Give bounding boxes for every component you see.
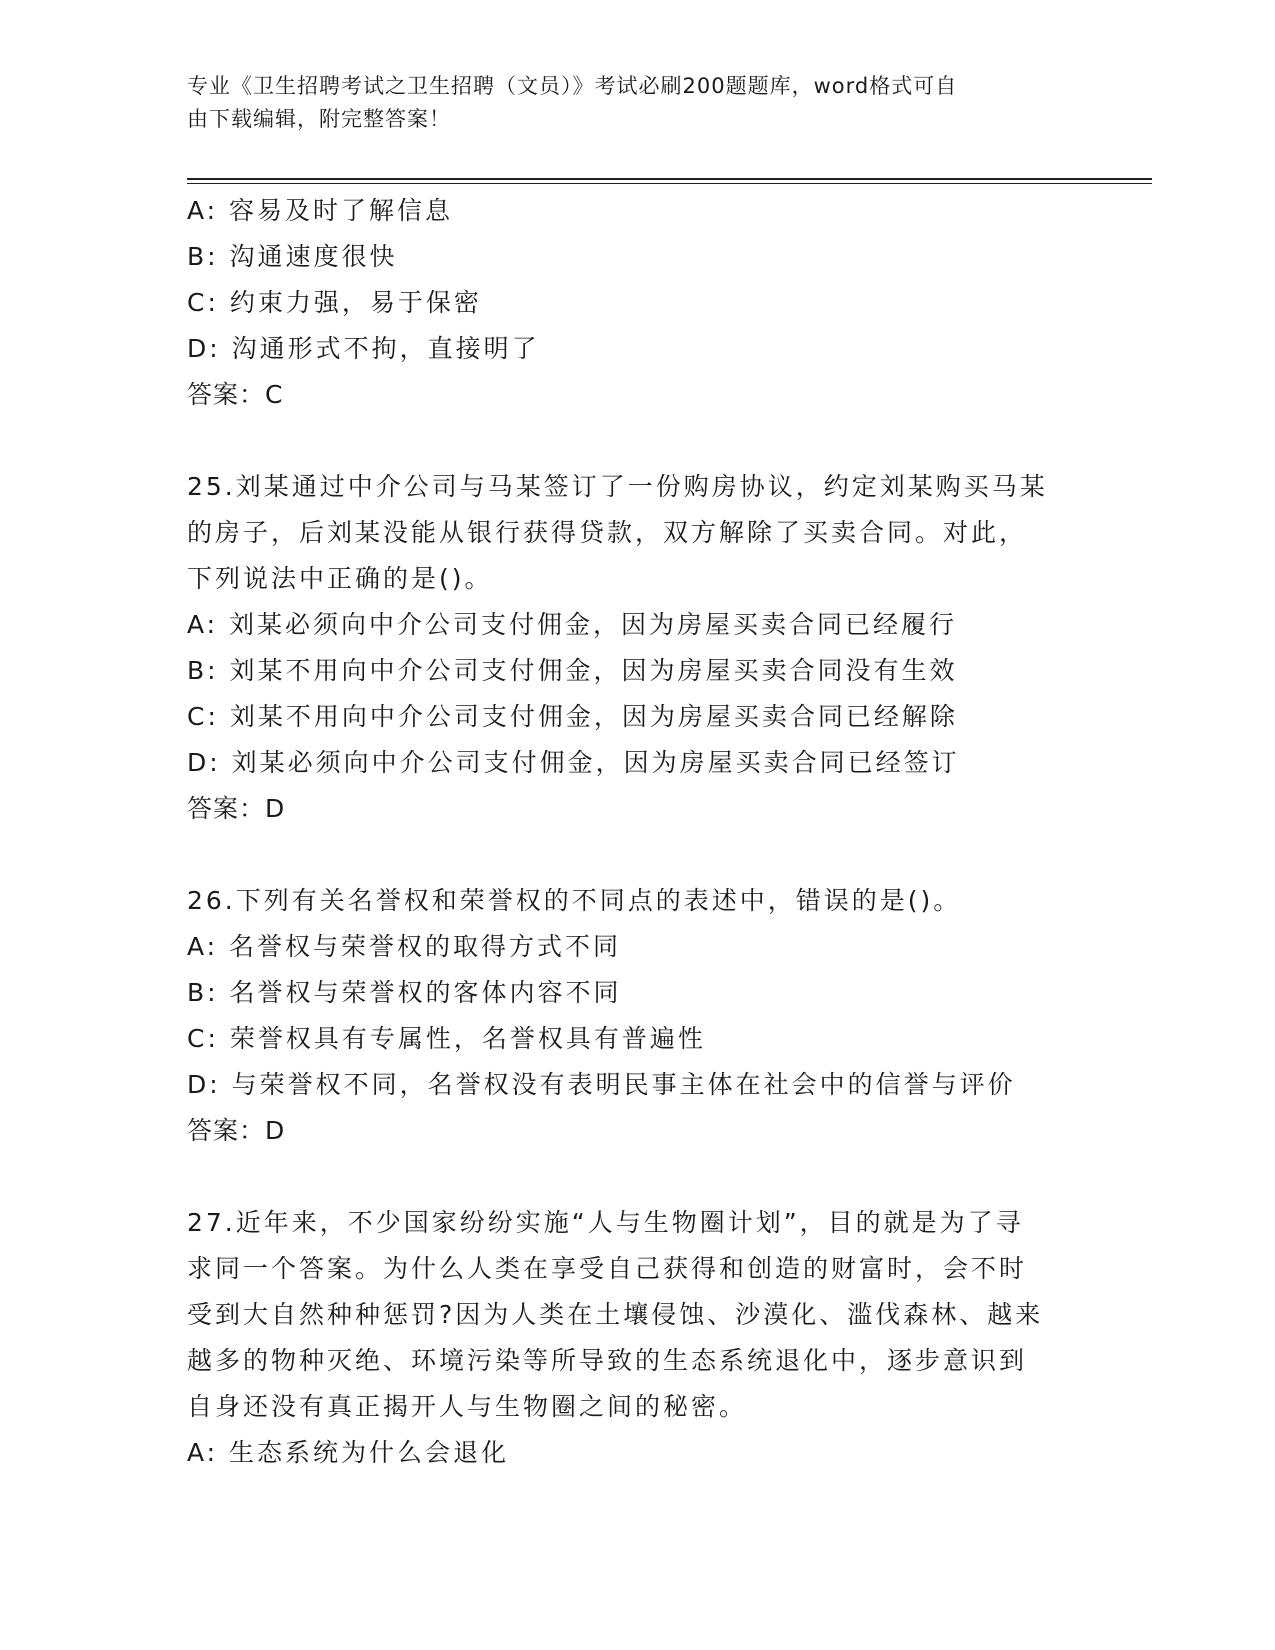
option-c: C: 刘某不用向中介公司支付佣金，因为房屋买卖合同已经解除 bbox=[187, 702, 958, 731]
question-27 bbox=[187, 1200, 1087, 1476]
question-stem-line: 受到大自然种种惩罚?因为人类在土壤侵蚀、沙漠化、滥伐森林、越来 bbox=[187, 1300, 1044, 1329]
option-a: A: 名誉权与荣誉权的取得方式不同 bbox=[187, 932, 622, 961]
question-stem-line: 下列说法中正确的是()。 bbox=[187, 564, 493, 593]
option-b: B: 名誉权与荣誉权的客体内容不同 bbox=[187, 978, 622, 1007]
spacer bbox=[187, 418, 1087, 464]
question-stem-line: 求同一个答案。为什么人类在享受自己获得和创造的财富时，会不时 bbox=[187, 1254, 1028, 1283]
header-divider-thin bbox=[187, 183, 1152, 184]
option-a: A: 生态系统为什么会退化 bbox=[187, 1438, 510, 1467]
option-a: A: 容易及时了解信息 bbox=[187, 196, 454, 225]
answer: 答案：D bbox=[187, 1116, 286, 1145]
question-stem-line: 的房子，后刘某没能从银行获得贷款，双方解除了买卖合同。对此， bbox=[187, 518, 1028, 547]
answer: 答案：D bbox=[187, 794, 286, 823]
question-stem-line: 自身还没有真正揭开人与生物圈之间的秘密。 bbox=[187, 1392, 748, 1421]
question-24 bbox=[187, 188, 1087, 418]
header-divider-thick bbox=[187, 178, 1152, 180]
page-header bbox=[187, 70, 1067, 136]
option-c: C: 荣誉权具有专属性，名誉权具有普遍性 bbox=[187, 1024, 706, 1053]
option-a: A: 刘某必须向中介公司支付佣金，因为房屋买卖合同已经履行 bbox=[187, 610, 958, 639]
spacer bbox=[187, 832, 1087, 878]
header-line-2: 由下载编辑，附完整答案！ bbox=[187, 107, 451, 131]
question-stem-line: 越多的物种灭绝、环境污染等所导致的生态系统退化中，逐步意识到 bbox=[187, 1346, 1028, 1375]
question-stem-line: 27.近年来，不少国家纷纷实施“人与生物圈计划”，目的就是为了寻 bbox=[187, 1208, 1024, 1237]
option-b: B: 沟通速度很快 bbox=[187, 242, 398, 271]
option-b: B: 刘某不用向中介公司支付佣金，因为房屋买卖合同没有生效 bbox=[187, 656, 958, 685]
spacer bbox=[187, 1154, 1087, 1200]
question-list bbox=[187, 188, 1087, 1476]
option-c: C: 约束力强，易于保密 bbox=[187, 288, 482, 317]
option-d: D: 与荣誉权不同，名誉权没有表明民事主体在社会中的信誉与评价 bbox=[187, 1070, 1016, 1099]
option-d: D: 沟通形式不拘，直接明了 bbox=[187, 334, 540, 363]
question-25 bbox=[187, 464, 1087, 832]
header-line-1: 专业《卫生招聘考试之卫生招聘（文员）》考试必刷200题题库，word格式可自 bbox=[187, 74, 958, 98]
question-stem-line: 26.下列有关名誉权和荣誉权的不同点的表述中，错误的是()。 bbox=[187, 886, 962, 915]
question-26 bbox=[187, 878, 1087, 1154]
option-d: D: 刘某必须向中介公司支付佣金，因为房屋买卖合同已经签订 bbox=[187, 748, 960, 777]
answer: 答案：C bbox=[187, 380, 284, 409]
question-stem-line: 25.刘某通过中介公司与马某签订了一份购房协议，约定刘某购买马某 bbox=[187, 472, 1048, 501]
